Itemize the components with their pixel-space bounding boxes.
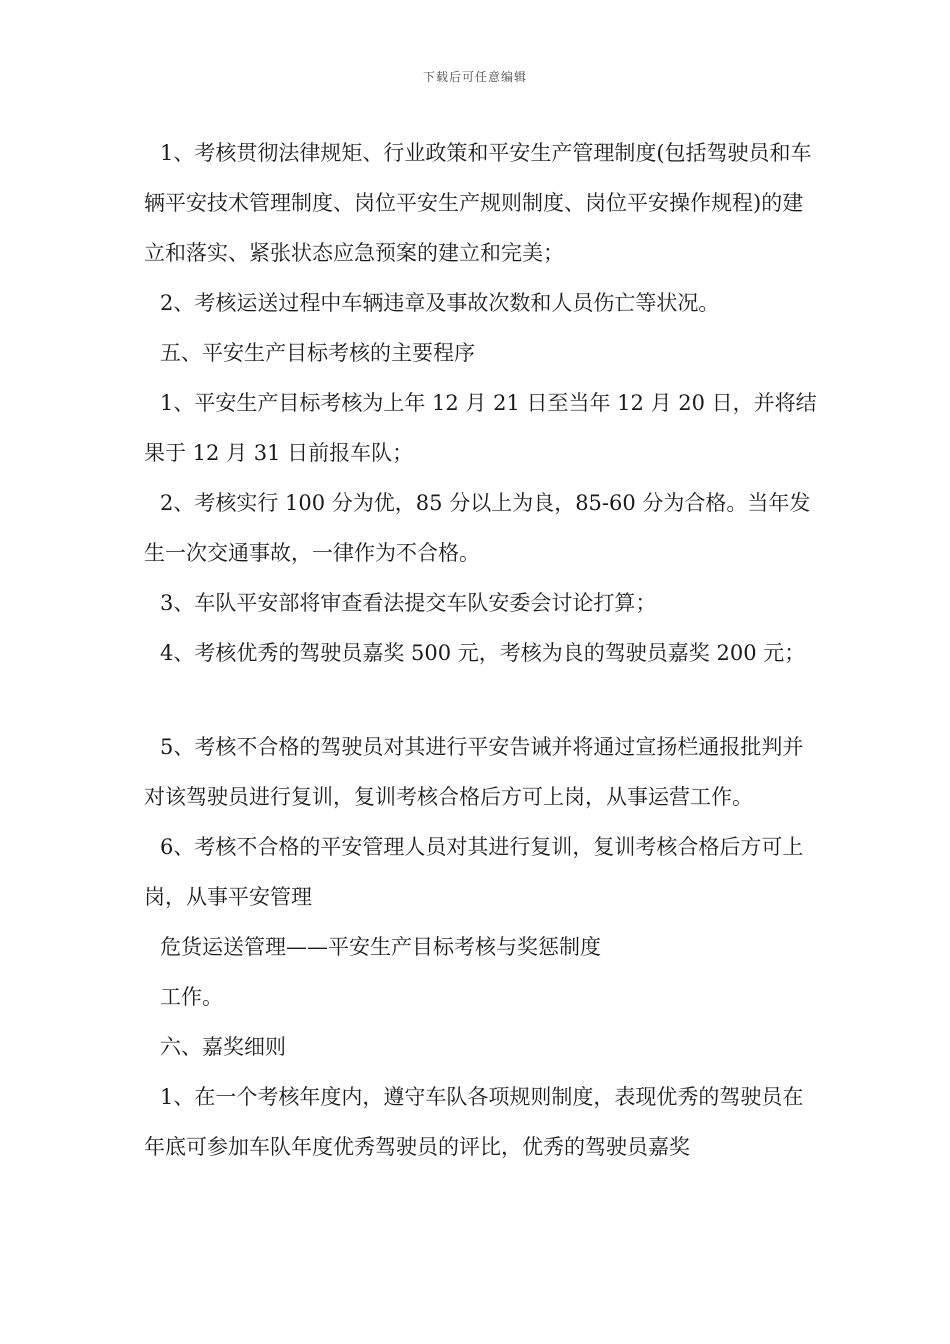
paragraph-unqualified-drivers: 5、考核不合格的驾驶员对其进行平安告诫并将通过宣扬栏通报批判并对该驾驶员进行复训，复训考核合格后方可上岗，从事运营工作。 bbox=[144, 735, 804, 809]
section-heading-five: 五、平安生产目标考核的主要程序 bbox=[160, 341, 475, 365]
page-header: 下载后可任意编辑 bbox=[422, 70, 527, 84]
paragraph-assessment-violations: 2、考核运送过程中车辆违章及事故次数和人员伤亡等状况。 bbox=[160, 291, 720, 315]
paragraph-rewards: 4、考核优秀的驾驶员嘉奖 500 元，考核为良的驾驶员嘉奖 200 元； bbox=[160, 641, 806, 665]
paragraph-unqualified-managers: 6、考核不合格的平安管理人员对其进行复训，复训考核合格后方可上岗，从事平安管理 bbox=[144, 835, 804, 909]
running-title: 危货运送管理——平安生产目标考核与奖惩制度 bbox=[160, 935, 601, 959]
paragraph-continuation: 工作。 bbox=[160, 985, 223, 1009]
paragraph-reward-rules: 1、在一个考核年度内，遵守车队各项规则制度，表现优秀的驾驶员在年底可参加车队年度优秀驾驶员的评比，优秀的驾驶员嘉奖 bbox=[144, 1085, 804, 1159]
spacer bbox=[144, 678, 824, 722]
paragraph-scoring: 2、考核实行 100 分为优，85 分以上为良，85-60 分为合格。当年发生一次交通事故，一律作为不合格。 bbox=[144, 491, 811, 565]
section-heading-six: 六、嘉奖细则 bbox=[160, 1035, 286, 1059]
paragraph-assessment-period: 1、平安生产目标考核为上年 12 月 21 日至当年 12 月 20 日，并将结果于 12 月 31 日前报车队； bbox=[144, 391, 817, 465]
paragraph-assessment-regulations: 1、考核贯彻法律规矩、行业政策和平安生产管理制度(包括驾驶员和车辆平安技术管理制度、岗位平安生产规则制度、岗位平安操作规程)的建立和落实、紧张状态应急预案的建立和完美； bbox=[144, 141, 812, 265]
document-body bbox=[144, 128, 824, 1172]
paragraph-review: 3、车队平安部将审查看法提交车队安委会讨论打算； bbox=[160, 591, 657, 615]
